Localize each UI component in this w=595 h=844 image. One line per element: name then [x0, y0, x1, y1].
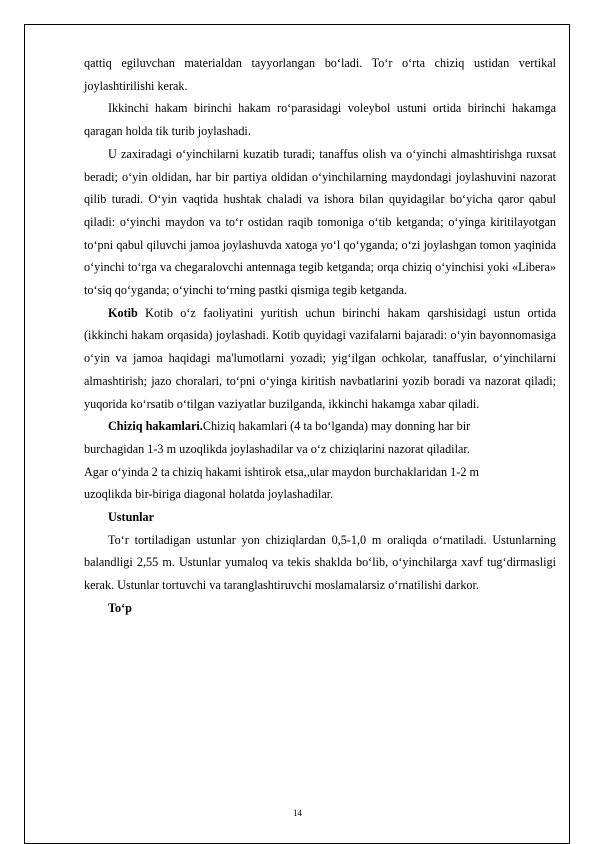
paragraph-second-referee: Ikkinchi hakam birinchi hakam ro‘parasidagi voleybol ustuni ortida birinchi hakamga qaragan holda tik turib joylashadi.: [84, 101, 556, 139]
paragraph-line-judges: [84, 415, 556, 438]
heading-posts: Ustunlar: [108, 510, 155, 525]
line-judges-text-3: Agar o‘yinda 2 ta chiziq hakami ishtirok etsa,,ular maydon burchaklaridan 1-2 m: [84, 464, 479, 479]
line-judges-heading: Chiziq hakamlari.: [108, 419, 203, 434]
document-body: [84, 52, 556, 620]
line-judges-text-4: uzoqlikda bir-biriga diagonal holatda joylashadilar.: [84, 487, 334, 502]
scorer-heading: Kotib: [108, 305, 138, 320]
paragraph-net-placement: qattiq egiluvchan materialdan tayyorlangan bo‘ladi. To‘r o‘rta chiziq ustidan vertikal joylashtirilishi kerak.: [84, 56, 556, 93]
paragraph-posts: To‘r tortiladigan ustunlar yon chiziqlardan 0,5-1,0 m oraliqda o‘rnatiladi. Ustunlarning balandligi 2,55 m. Ustunlar yumaloq va tekis shaklda bo‘lib, o‘yinchilarga xavf tug‘dirmasligi kerak. Ustunlar tortuvchi va taranglashtiruvchi moslamalarsiz o‘rnatilishi darkor.: [84, 532, 556, 593]
paragraph-second-referee-duties: U zaxiradagi o‘yinchilarni kuzatib turadi; tanaffus olish va o‘yinchi almashtirishga ruxsat beradi; o‘yin oldidan, har bir partiya oldidan o‘yinchilarning maydondagi joylashuvini nazorat qilib turadi. O‘yin vaqtida hushtak chaladi va ishora bilan quyidagilar bo‘yicha qaror qabul qiladi: o‘yinchi maydon va to‘r ostidan raqib tomoniga o‘tib ketganda; o‘yinga kiritilayotgan to‘pni qabul qiluvchi jamoa joylashuvda xatoga yo‘l qo‘yganda; o‘zi joylashgan tomon yaqinida o‘yinchi to‘rga va chegaralovchi antennaga tegib ketganda; orqa chiziq o‘yinchisi yoki «Libera» to‘siq qo‘yganda; o‘yinchi to‘rning pastki qismiga tegib ketganda.: [84, 146, 556, 298]
page-number: 14: [293, 808, 302, 818]
heading-ball: To‘p: [108, 600, 132, 615]
line-judges-text-2: burchagidan 1-3 m uzoqlikda joylashadilar va o‘z chiziqlarini nazorat qiladilar.: [84, 441, 470, 456]
paragraph-scorer: [84, 302, 556, 416]
line-judges-text-1: Chiziq hakamlari (4 ta bo‘lganda) may donning har bir: [202, 419, 471, 434]
scorer-text: Kotib o‘z faoliyatini yuritish uchun birinchi hakam qarshisidagi ustun ortida (ikkinchi hakam orqasida) joylashadi. Kotib quyidagi vazifalarni bajaradi: o‘yin bayonnomasiga o‘yin va jamoa haqidagi ma'lumotlarni yozadi; yig‘ilgan ochkolar, tanaffuslar, o‘yinchilarni almashtirish; jazo choralari, to‘pni o‘yinga kiritish navbatlarini yozib boradi va nazorat qiladi; yuqorida ko‘rsatib o‘tilgan vaziyatlar buzilganda, ikkinchi hakamga xabar qiladi.: [84, 305, 556, 411]
